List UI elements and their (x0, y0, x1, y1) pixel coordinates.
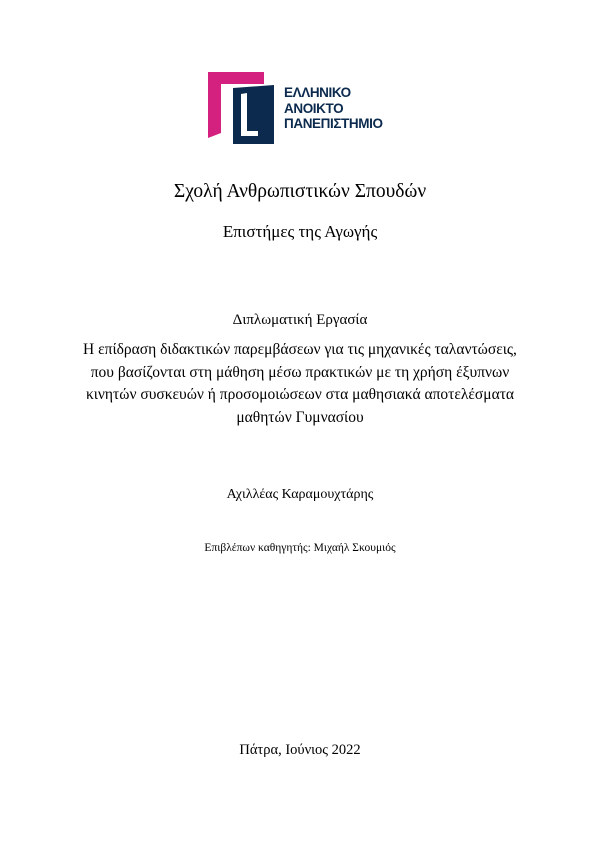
eap-logo-icon (208, 72, 280, 144)
author-name: Αχιλλέας Καραμουχτάρης (226, 487, 374, 502)
thesis-title-line-4: μαθητών Γυμνασίου (236, 408, 364, 426)
supervisor-line: Επιβλέπων καθηγητής: Μιχαήλ Σκουμιός (204, 542, 396, 554)
thesis-title-line-2: που βασίζονται στη μάθηση μέσω πρακτικών με τη χρήση έξυπνων (90, 363, 510, 381)
logo-wordmark (284, 85, 383, 132)
thesis-label: Διπλωματική Εργασία (232, 312, 368, 328)
thesis-title (40, 339, 560, 429)
thesis-title-line-3: κινητών συσκευών ή προσομοιώσεων στα μαθησιακά αποτελέσματα (85, 386, 515, 403)
logo-line-1: ΕΛΛΗΝΙΚΟ (284, 85, 351, 100)
thesis-title-line-1: Η επίδραση διδακτικών παρεμβάσεων για τις μηχανικές ταλαντώσεις, (83, 341, 517, 358)
logo-line-2: ΑΝΟΙΚΤΟ (284, 100, 344, 116)
university-logo (208, 72, 408, 144)
place-date: Πάτρα, Ιούνιος 2022 (239, 742, 361, 758)
department-name: Επιστήμες της Αγωγής (222, 222, 378, 241)
logo-line-3: ΠΑΝΕΠΙΣΤΗΜΙΟ (284, 116, 383, 131)
school-name: Σχολή Ανθρωπιστικών Σπουδών (173, 181, 427, 202)
